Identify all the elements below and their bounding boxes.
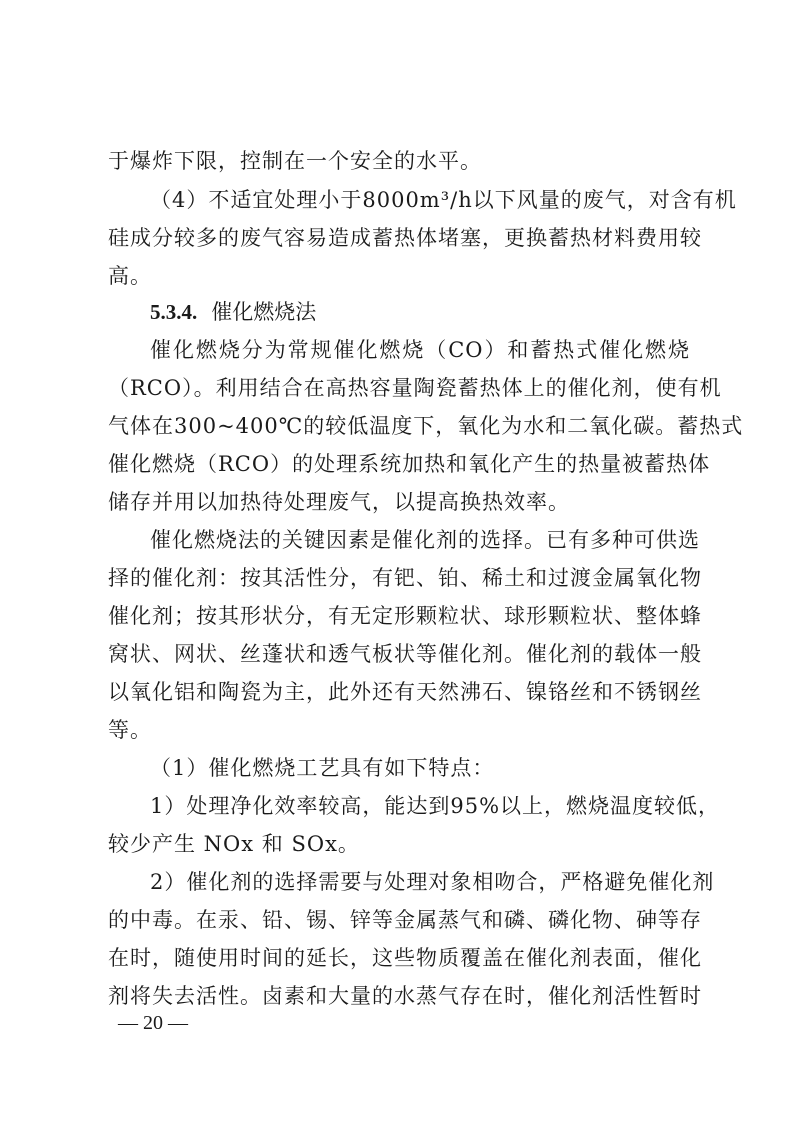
text-line: 气体在300~400℃的较低温度下，氧化为水和二氧化碳。蓄热式 [108,414,744,438]
text-line: 储存并用以加热待处理废气，以提高换热效率。 [108,490,570,514]
text-line: 2）催化剂的选择需要与处理对象相吻合，严格避免催化剂 [150,870,715,894]
text-line: 催化燃烧法的关键因素是催化剂的选择。已有多种可供选 [150,528,700,552]
text-line: 的中毒。在汞、铅、锡、锌等金属蒸气和磷、磷化物、砷等存 [108,908,702,932]
text-line: 剂将失去活性。卤素和大量的水蒸气存在时，催化剂活性暂时 [108,984,702,1008]
section-number: 5.3.4. [150,300,198,324]
text-line: （4）不适宜处理小于8000m³/h以下风量的废气，对含有机 [150,188,737,212]
text-line: 催化剂；按其形状分，有无定形颗粒状、球形颗粒状、整体蜂 [108,604,702,628]
section-heading [150,298,316,326]
text-line: 1）处理净化效率较高，能达到95%以上，燃烧温度较低， [150,794,721,818]
text-line: 窝状、网状、丝蓬状和透气板状等催化剂。催化剂的载体一般 [108,642,702,666]
text-line: 催化燃烧分为常规催化燃烧（CO）和蓄热式催化燃烧 [150,338,690,362]
text-line: （1）催化燃烧工艺具有如下特点： [150,756,495,780]
text-line: 以氧化铝和陶瓷为主，此外还有天然沸石、镍铬丝和不锈钢丝 [108,680,702,704]
text-line: 于爆炸下限，控制在一个安全的水平。 [108,149,482,173]
section-title: 催化燃烧法 [211,300,317,324]
text-line: （RCO）。利用结合在高热容量陶瓷蓄热体上的催化剂，使有机 [108,376,722,400]
text-line: 高。 [108,264,152,288]
text-line: 硅成分较多的废气容易造成蓄热体堵塞，更换蓄热材料费用较 [108,226,702,250]
text-line: 在时，随使用时间的延长，这些物质覆盖在催化剂表面，催化 [108,946,702,970]
text-line: 较少产生 NOx 和 SOx。 [108,832,360,856]
text-line: 等。 [108,718,152,742]
text-line: 择的催化剂：按其活性分，有钯、铂、稀土和过渡金属氧化物 [108,566,702,590]
page-number: — 20 — [118,1012,188,1034]
text-line: 催化燃烧（RCO）的处理系统加热和氧化产生的热量被蓄热体 [108,452,711,476]
